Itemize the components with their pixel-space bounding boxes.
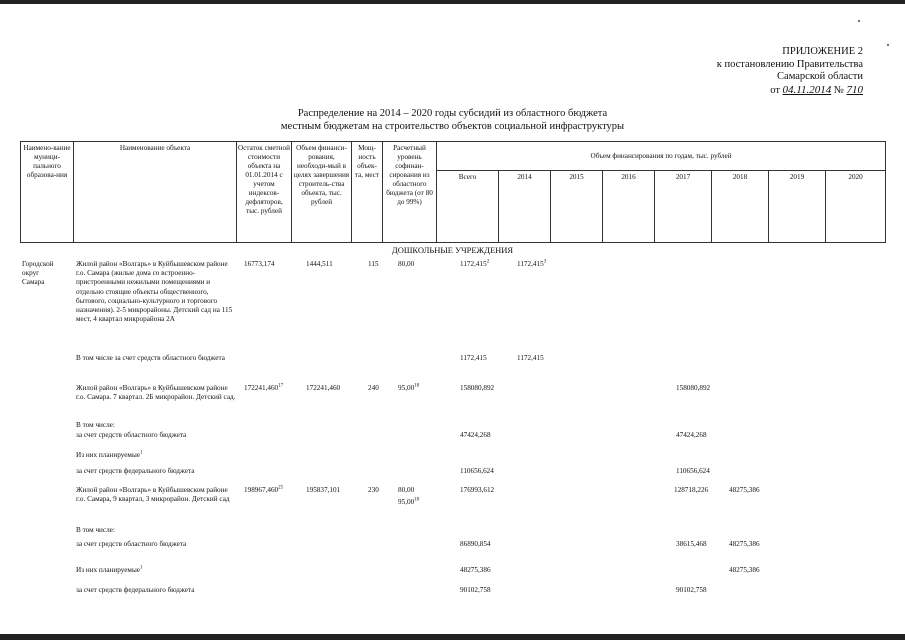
object-3-planned-text: Из них планируемые <box>76 566 140 574</box>
header-cofinancing: Расчетный уровень софинан-сирования из областного бюджета (от 80 до 99%) <box>383 142 437 243</box>
header-funding-group: Объем финансирования по годам, тыс. рублей <box>437 142 886 171</box>
header-capacity: Мощ-ность объек-та, мест <box>352 142 383 243</box>
header-year-2015: 2015 <box>551 171 603 243</box>
object-3-2018: 48275,386 <box>729 486 760 494</box>
bottom-scan-border <box>0 634 905 640</box>
header-volume: Объем финанси-рования, необходи-мый в целях завершения строитель-ства объекта, тыс. рублей <box>292 142 352 243</box>
object-2-regional-2017: 47424,268 <box>676 431 707 439</box>
header-total: Всего <box>437 171 499 243</box>
object-3-federal-label: за счет средств федерального бюджета <box>76 586 195 594</box>
header-year-2016: 2016 <box>603 171 655 243</box>
footnote-ref: 25 <box>278 485 284 491</box>
scan-speck <box>858 20 860 22</box>
top-scan-border <box>0 0 905 4</box>
object-3-total: 176993,612 <box>460 486 495 494</box>
scan-speck <box>887 44 889 46</box>
section-title: ДОШКОЛЬНЫЕ УЧРЕЖДЕНИЯ <box>391 245 514 255</box>
object-1-cofinancing: 80,00 <box>398 260 415 268</box>
appendix-header <box>717 46 863 97</box>
object-2-2017: 158080,892 <box>676 384 711 392</box>
object-1-volume: 1444,511 <box>306 260 333 268</box>
object-1-2014-value: 1172,415 <box>517 260 544 268</box>
object-2-cofinancing-value: 95,00 <box>398 384 415 392</box>
header-year-2014: 2014 <box>499 171 551 243</box>
title-line-2: местным бюджетам на строительство объектов социальной инфраструктуры <box>280 120 625 132</box>
object-2-regional-label: за счет средств областного бюджета <box>76 431 187 439</box>
object-3-volume: 195837,101 <box>306 486 341 494</box>
object-1-name: Жилой район «Волгарь» в Куйбышевском районе г.о. Самара (жилые дома со встроенно-пристроенными нежилыми помещениями и отдельно стоящие объекты общественного, бытового, социально-культурного и торгового назначения). 2-5 микрорайоны. Детский сад на 115 мест, 4 квартал микрорайона 2А <box>76 260 233 324</box>
object-3-cofinancing-2-value: 95,00 <box>398 498 415 506</box>
object-2-name: Жилой район «Волгарь» в Куйбышевском районе г.о. Самара. 7 квартал. 2Б микрорайон. Детский сад. <box>76 384 236 402</box>
header-year-2017: 2017 <box>655 171 712 243</box>
object-2-planned-label <box>76 451 142 460</box>
footnote-ref: 3 <box>543 259 547 265</box>
object-2-capacity: 240 <box>368 384 379 392</box>
appendix-line-4 <box>717 84 863 98</box>
handwritten-number: 710 <box>846 83 863 96</box>
footnote-ref: 18 <box>414 383 420 389</box>
object-3-regional-2018: 48275,386 <box>729 540 760 548</box>
object-3-2017: 128718,226 <box>674 486 709 494</box>
object-3-incl-label: В том числе: <box>76 526 115 534</box>
object-3-planned-total: 48275,386 <box>460 566 491 574</box>
header-year-2019: 2019 <box>769 171 826 243</box>
object-3-planned-2018: 48275,386 <box>729 566 760 574</box>
object-1-regional-2014: 1172,415 <box>517 354 544 362</box>
object-3-regional-2017: 38615,468 <box>676 540 707 548</box>
object-2-cofinancing <box>398 384 419 393</box>
header-table <box>20 141 886 243</box>
object-1-total-value: 1172,415 <box>460 260 487 268</box>
object-3-regional-total: 86890,854 <box>460 540 491 548</box>
header-object: Наименование объекта <box>74 142 237 243</box>
object-3-name: Жилой район «Волгарь» в Куйбышевском районе г.о. Самара, 9 квартал, 3 микрорайон. Детский сад <box>76 486 230 504</box>
appendix-line-3: Самарской области <box>777 71 863 82</box>
header-balance: Остаток сметной стоимости объекта на 01.01.2014 с учетом индексов-дефляторов, тыс. рублей <box>237 142 292 243</box>
header-municipality: Наимено-вание муници-пального образова-ния <box>21 142 74 243</box>
object-2-planned-text: Из них планируемые <box>76 451 140 459</box>
object-2-volume: 172241,460 <box>306 384 341 392</box>
footnote-ref: 2 <box>486 259 490 265</box>
appendix-line-1: ПРИЛОЖЕНИЕ 2 <box>782 46 863 57</box>
object-2-federal-total: 110656,624 <box>460 467 494 475</box>
object-3-federal-2017: 90102,758 <box>676 586 707 594</box>
date-prefix: от <box>770 84 780 96</box>
number-label: № <box>833 84 844 96</box>
object-2-total: 158080,892 <box>460 384 495 392</box>
footnote-ref: 1 <box>139 565 143 571</box>
object-1-regional-total: 1172,415 <box>460 354 487 362</box>
document-title <box>0 108 905 133</box>
title-line-1: Распределение на 2014 – 2020 годы субсидий из областного бюджета <box>297 108 608 119</box>
appendix-line-2: к постановлению Правительства <box>716 58 863 70</box>
municipality-name: Городской округ Самара <box>22 260 54 287</box>
handwritten-date: 04.11.2014 <box>782 83 832 96</box>
object-1-regional-label: В том числе за счет средств областного бюджета <box>76 354 225 362</box>
footnote-ref: 17 <box>278 383 284 389</box>
object-3-federal-total: 90102,758 <box>460 586 491 594</box>
object-3-balance <box>244 486 283 495</box>
object-1-total <box>460 260 489 269</box>
object-2-incl-label: В том числе: <box>76 421 115 429</box>
object-3-balance-value: 198967,460 <box>244 486 279 494</box>
object-3-capacity: 230 <box>368 486 379 494</box>
object-3-cofinancing-2 <box>398 498 419 507</box>
footnote-ref: 1 <box>139 450 143 456</box>
header-year-2018: 2018 <box>712 171 769 243</box>
object-2-federal-2017: 110656,624 <box>676 467 710 475</box>
object-3-regional-label: за счет средств областного бюджета <box>76 540 187 548</box>
header-year-2020: 2020 <box>826 171 886 243</box>
object-3-cofinancing-1: 80,00 <box>398 486 415 494</box>
object-1-capacity: 115 <box>368 260 379 268</box>
object-3-planned-label <box>76 566 142 575</box>
footnote-ref: 18 <box>414 497 420 503</box>
object-2-regional-total: 47424,268 <box>460 431 491 439</box>
object-2-balance <box>244 384 283 393</box>
object-1-2014 <box>517 260 546 269</box>
object-1-balance: 16773,174 <box>244 260 275 268</box>
object-2-balance-value: 172241,460 <box>244 384 279 392</box>
object-2-federal-label: за счет средств федерального бюджета <box>76 467 195 475</box>
